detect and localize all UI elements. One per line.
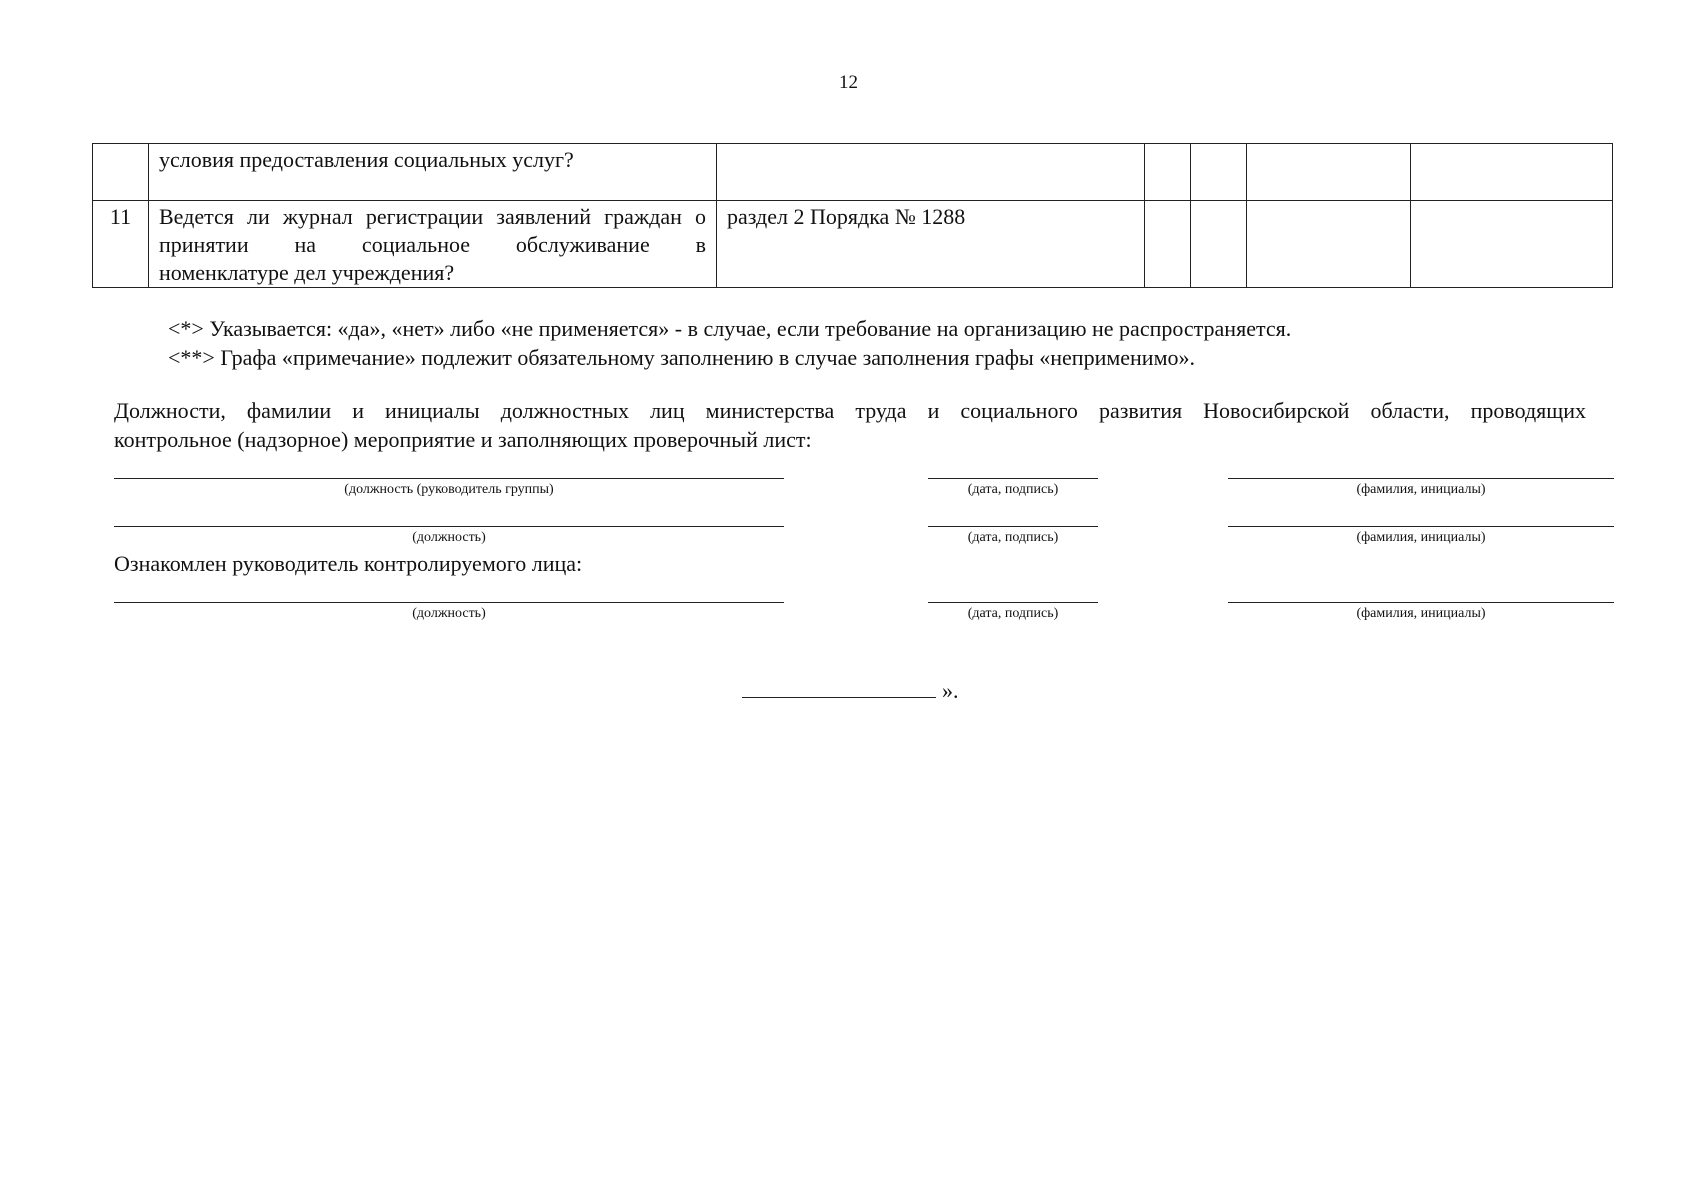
note-cell [1411,201,1613,288]
caption-position: (должность) [412,530,486,545]
question-cell: условия предоставления социальных услуг? [149,144,717,201]
officials-line: контрольное (надзорное) мероприятие и заполняющих проверочный лист: [114,427,812,452]
signature-line-position [114,478,784,479]
caption-name: (фамилия, инициалы) [1356,606,1486,621]
answer-cell-yes [1145,201,1191,288]
officials-heading [114,396,1586,454]
answer-cell-no [1191,144,1247,201]
caption-position: (должность (руководитель группы) [344,482,554,497]
row-number-cell: 11 [93,201,149,288]
answer-cell-yes [1145,144,1191,201]
question-line: номенклатуре дел учреждения? [159,260,455,285]
row-number-cell [93,144,149,201]
answer-cell-na [1247,201,1411,288]
note-cell [1411,144,1613,201]
answer-cell-no [1191,201,1247,288]
caption-date: (дата, подпись) [967,530,1059,545]
question-line: принятии на социальное обслуживание в [159,232,706,257]
answer-cell-na [1247,144,1411,201]
caption-date: (дата, подпись) [967,606,1059,621]
reference-cell [717,144,1145,201]
question-cell [149,201,717,288]
signature-line-name [1228,602,1614,603]
signature-line-date [928,526,1098,527]
table-row [93,201,1613,288]
signature-line-date [928,478,1098,479]
caption-name: (фамилия, инициалы) [1356,482,1486,497]
table-row [93,144,1613,201]
caption-name: (фамилия, инициалы) [1356,530,1486,545]
signature-line-position [114,602,784,603]
acknowledged-label: Ознакомлен руководитель контролируемого лица: [114,551,583,576]
reference-cell: раздел 2 Порядка № 1288 [717,201,1145,288]
footnote-2: <**> Графа «примечание» подлежит обязательному заполнению в случае заполнения графы «неприменимо». [168,345,1196,370]
signature-line-name [1228,526,1614,527]
page-number: 12 [839,72,858,93]
signature-line-name [1228,478,1614,479]
question-line: Ведется ли журнал регистрации заявлений граждан о [159,204,706,229]
closing-quote: ». [942,678,959,703]
checklist-table [92,143,1613,288]
caption-date: (дата, подпись) [967,482,1059,497]
signature-line-date [928,602,1098,603]
caption-position: (должность) [412,606,486,621]
signature-line-position [114,526,784,527]
blank-line [742,679,936,698]
officials-line: Должности, фамилии и инициалы должностных лиц министерства труда и социального развития Новосибирской области, проводящих [114,398,1586,423]
footnotes [168,314,1291,372]
closing-mark [742,678,959,704]
footnote-1: <*> Указывается: «да», «нет» либо «не применяется» - в случае, если требование на организацию не распространяется. [168,316,1292,341]
